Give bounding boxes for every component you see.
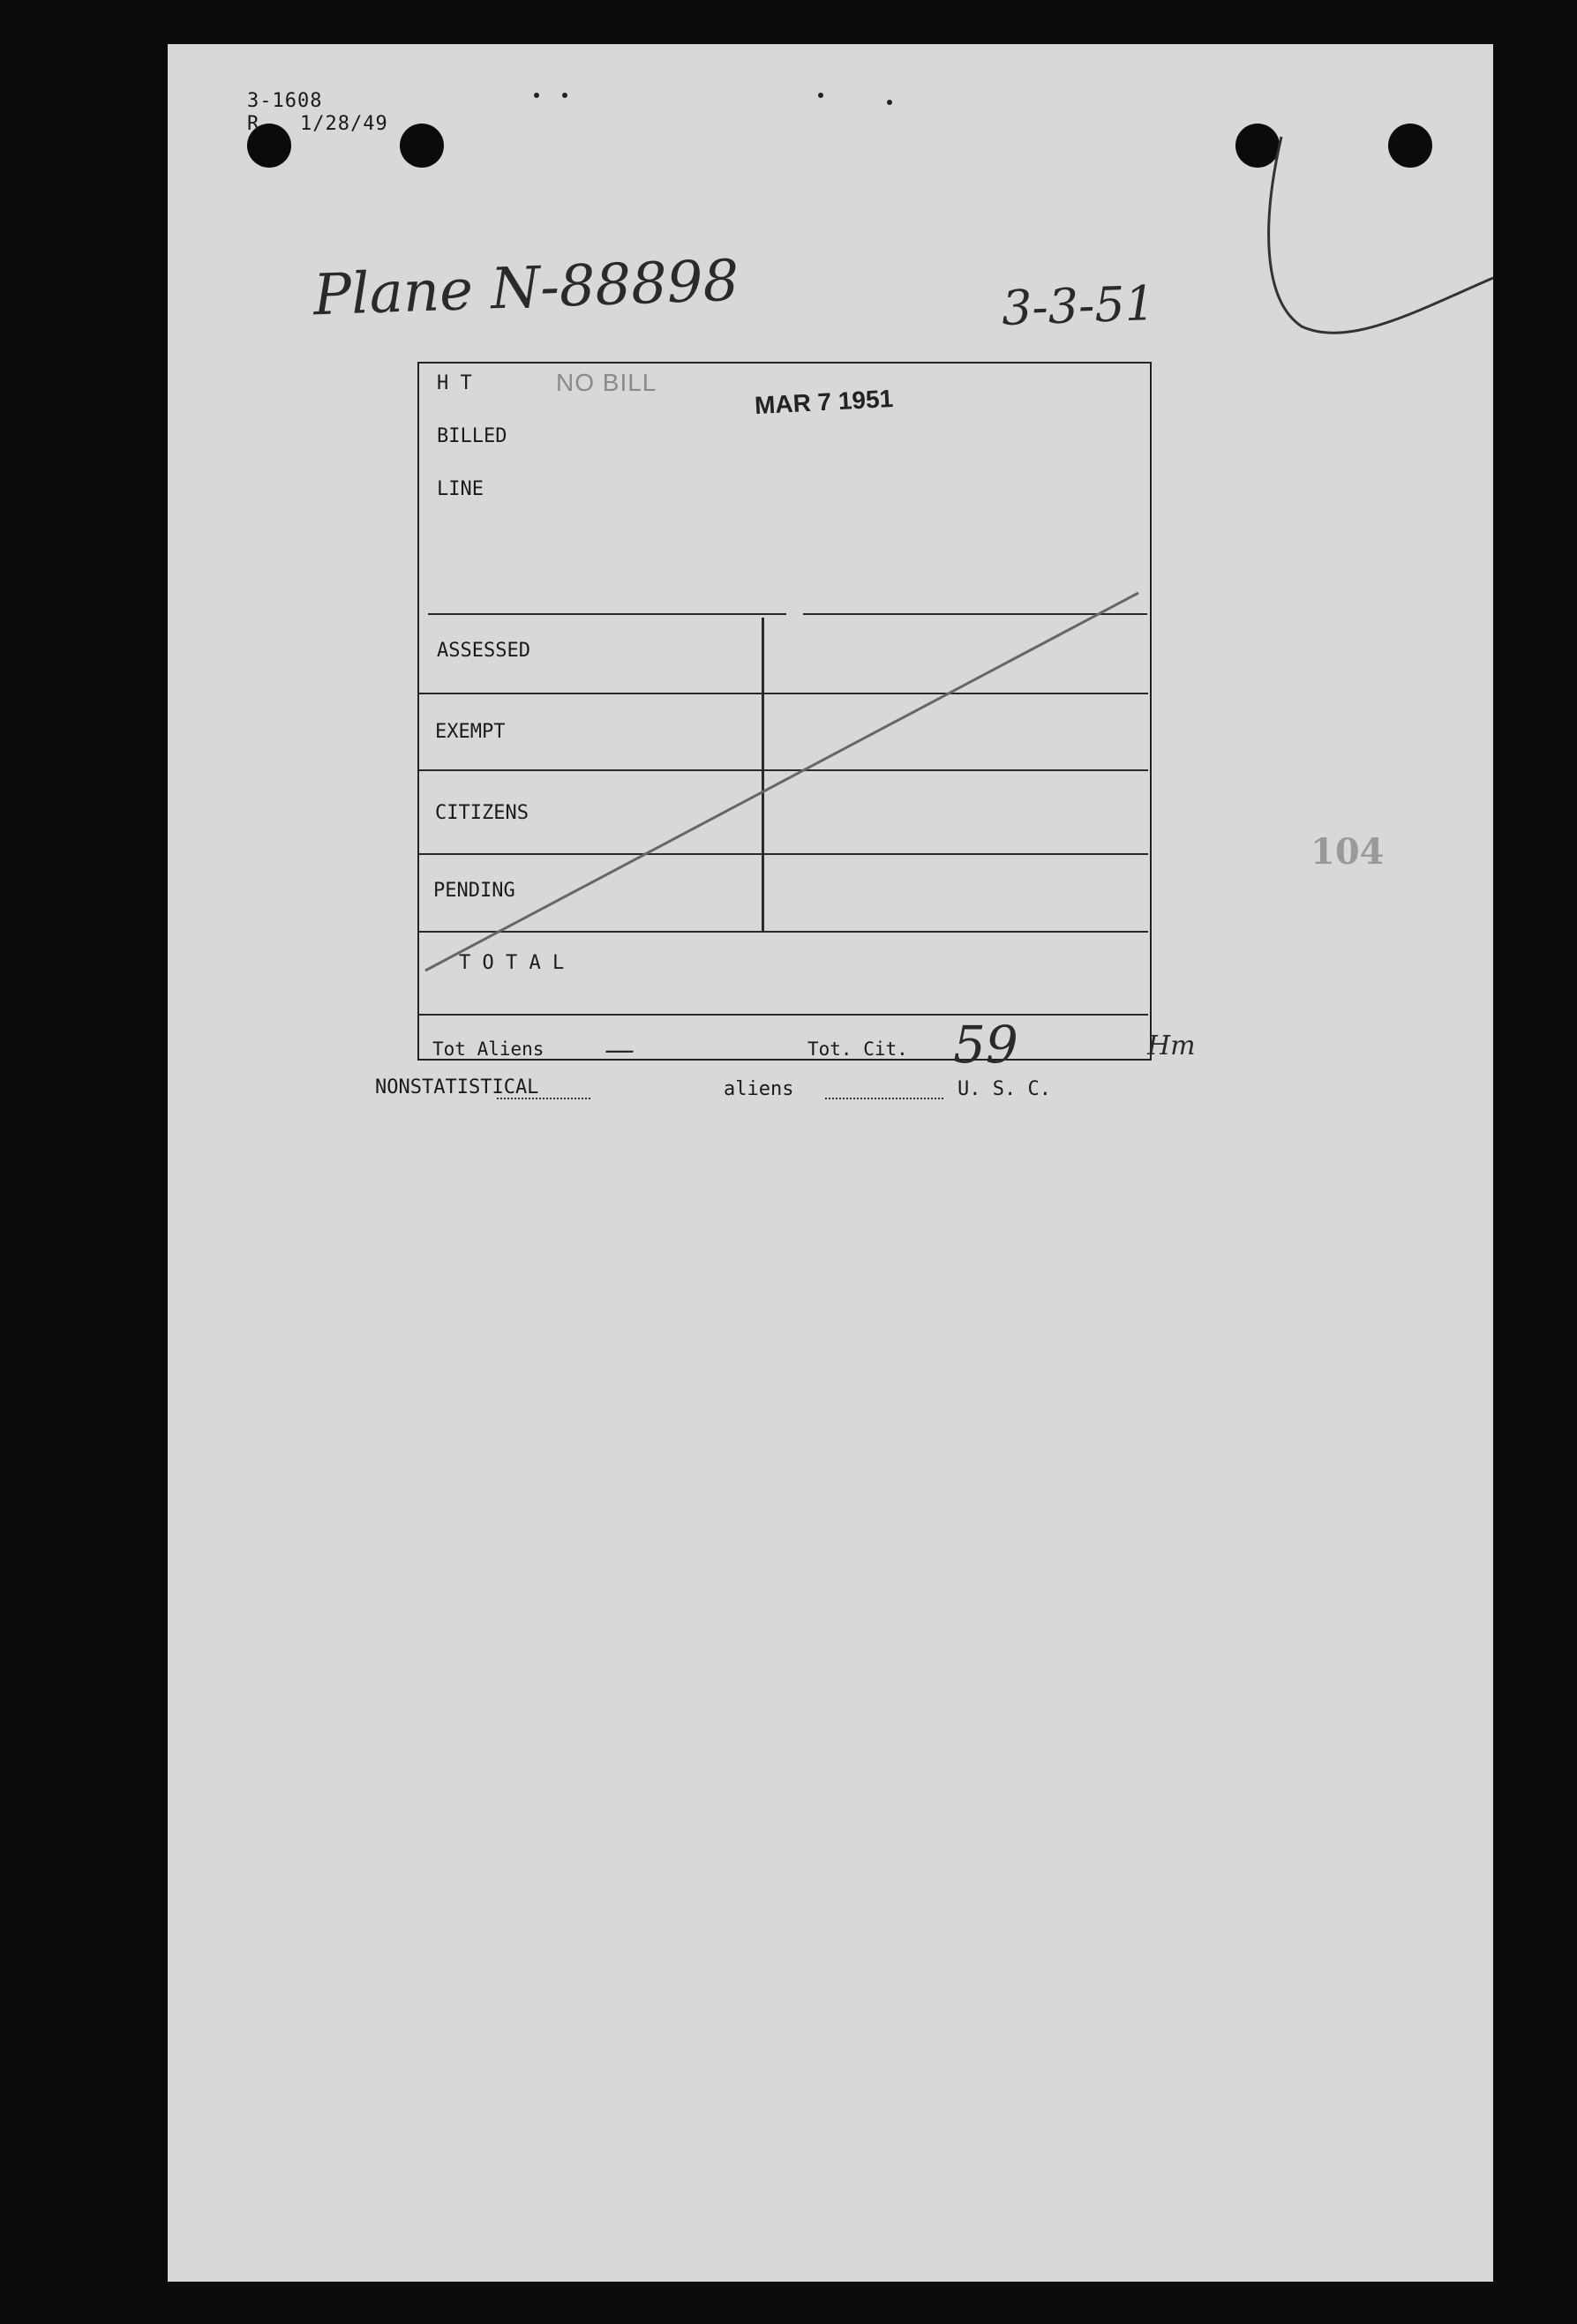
date-stamp: MAR 7 1951 <box>754 384 894 420</box>
speck <box>818 93 823 98</box>
page-number-stamp: 104 <box>1310 831 1385 873</box>
tot-cit-label: Tot. Cit. <box>807 1038 908 1060</box>
margin-curve <box>1269 137 1493 333</box>
label-ht: H T <box>437 372 472 394</box>
tot-aliens-value: — <box>605 1032 635 1068</box>
usc-label: U. S. C. <box>957 1078 1051 1100</box>
initials: Hm <box>1147 1031 1196 1061</box>
speck <box>887 100 892 105</box>
label-billed: BILLED <box>437 425 507 447</box>
form-number: 3-1608 <box>247 90 323 112</box>
speck <box>534 93 539 98</box>
nonstatistical-label: NONSTATISTICAL <box>375 1076 539 1098</box>
tot-cit-value: 59 <box>953 1015 1018 1075</box>
revision-prefix: R <box>247 113 260 135</box>
diagonal-cancel-line <box>425 593 1138 971</box>
revision-date: 1/28/49 <box>300 113 388 135</box>
no-bill-stamp: NO BILL <box>556 369 657 396</box>
row-citizens: CITIZENS <box>435 802 529 824</box>
speck <box>562 93 567 98</box>
row-pending: PENDING <box>433 880 515 902</box>
aliens-label: aliens <box>724 1078 794 1100</box>
plane-label: Plane N-88898 <box>312 248 740 329</box>
total-label: T O T A L <box>459 952 565 974</box>
row-exempt: EXEMPT <box>435 721 506 743</box>
handwritten-date: 3-3-51 <box>1000 274 1156 337</box>
pen-strokes <box>168 44 1493 2282</box>
tot-aliens-label: Tot Aliens <box>432 1038 544 1060</box>
row-assessed: ASSESSED <box>437 640 530 662</box>
document-page <box>168 44 1493 2282</box>
label-line: LINE <box>437 478 484 500</box>
